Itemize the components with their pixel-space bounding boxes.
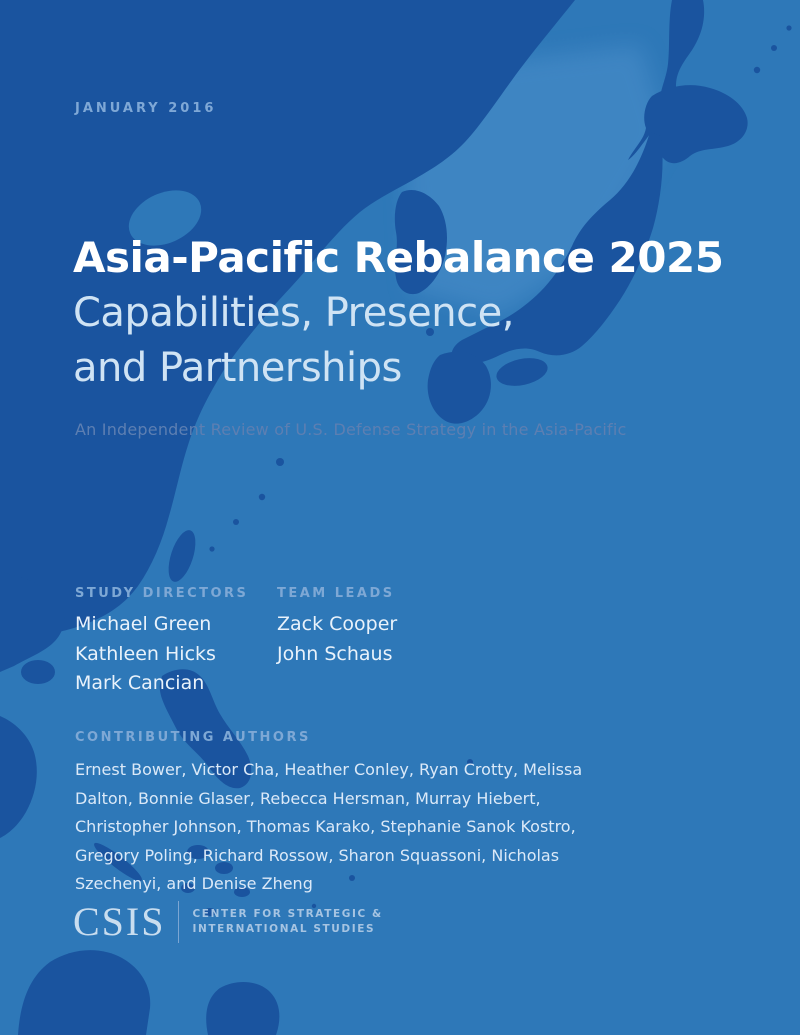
publisher-name-line-1: CENTER FOR STRATEGIC & [192, 908, 383, 920]
publisher-name-line-2: INTERNATIONAL STUDIES [192, 923, 376, 935]
csis-logo [73, 900, 383, 944]
contributing-authors-label: CONTRIBUTING AUTHORS [75, 730, 311, 745]
logo-divider [178, 901, 179, 943]
csis-logotype: CSIS [73, 899, 166, 944]
publication-date: JANUARY 2016 [75, 101, 217, 116]
team-leads-column [277, 586, 479, 699]
team-leads-label: TEAM LEADS [277, 586, 395, 601]
title-line-1: Asia-Pacific Rebalance 2025 [73, 233, 724, 282]
study-director-name: Michael Green [75, 613, 212, 635]
report-title [73, 230, 723, 396]
credits-section [75, 586, 479, 699]
study-director-name: Mark Cancian [75, 672, 205, 694]
contributing-authors-section [75, 730, 631, 899]
study-directors-column [75, 586, 277, 699]
contributing-authors-names: Ernest Bower, Victor Cha, Heather Conley, Ryan Crotty, Melissa Dalton, Bonnie Glaser, Rebecca Hersman, Murray Hiebert, Christopher Johnson, Thomas Karako, Stephanie Sanok Kostro, Gregory Poling, Richard Rossow, Sharon Squassoni, Nicholas Szechenyi, and Denise Zheng [75, 760, 583, 893]
title-line-2: Capabilities, Presence, [73, 290, 514, 336]
study-directors-label: STUDY DIRECTORS [75, 586, 249, 601]
report-subtitle: An Independent Review of U.S. Defense Strategy in the Asia-Pacific [75, 420, 627, 439]
study-director-name: Kathleen Hicks [75, 642, 216, 665]
team-lead-name: Zack Cooper [277, 613, 398, 635]
team-lead-name: John Schaus [277, 642, 393, 665]
title-line-3: and Partnerships [73, 345, 402, 391]
publisher-name [193, 907, 383, 937]
